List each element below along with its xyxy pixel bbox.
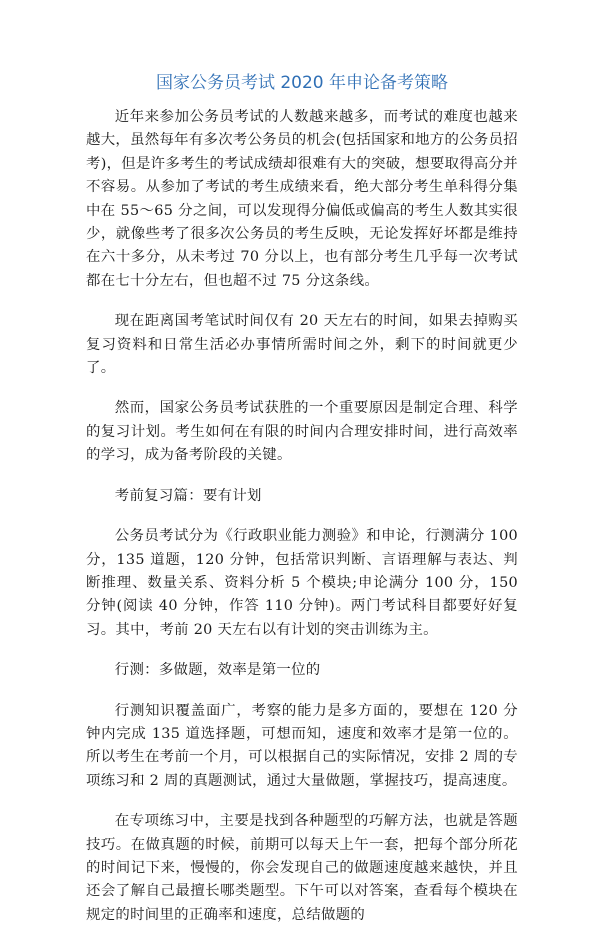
paragraph-exam-structure: 公务员考试分为《行政职业能力测验》和申论，行测满分 100 分，135 道题，120 分钟，包括常识判断、言语理解与表达、判断推理、数量关系、资料分析 5 个模块;申论满分 100 分，150 分钟(阅读 40 分钟，作答 110 分钟)。两门考试科目都要好好复习。其中，考前 20 天左右以有计划的突击训练为主。 — [86, 528, 518, 638]
paragraph-intro: 近年来参加公务员考试的人数越来越多，而考试的难度也越来越大，虽然每年有多次考公务员的机会(包括国家和地方的公务员招考)，但是许多考生的考试成绩却很难有大的突破，想要取得高分并不容易。从参加了考试的考生成绩来看，绝大部分考生单科得分集中在 55～65 分之间，可以发现得分偏低或偏高的考生人数其实很少，就像些考了很多次公务员的考生反映，无论发挥好坏都是维持在六十多分，从未考过 70 分以上，也有部分考生几乎每一次考试都在七十分左右，但也超不过 75 分这条线。 — [86, 109, 518, 289]
paragraph-special-practice: 在专项练习中，主要是找到各种题型的巧解方法，也就是答题技巧。在做真题的时候，前期可以每天上午一套，把每个部分所花的时间记下来，慢慢的，你会发现自己的做题速度越来越快，并且还会了解自己最擅长哪类题型。下午可以对答案，查看每个模块在规定的时间里的正确率和速度，总结做题的 — [86, 813, 518, 923]
paragraph-time-remaining: 现在距离国考笔试时间仅有 20 天左右的时间，如果去掉购买复习资料和日常生活必办事情所需时间之外，剩下的时间就更少了。 — [86, 313, 518, 377]
paragraph-xingce-speed: 行测知识覆盖面广，考察的能力是多方面的，要想在 120 分钟内完成 135 道选择题，可想而知，速度和效率才是第一位的。所以考生在考前一个月，可以根据自己的实际情况，安排 2 周的专项练习和 2 周的真题测试，通过大量做题，掌握技巧，提高速度。 — [86, 702, 518, 789]
paragraph-plan-importance: 然而，国家公务员考试获胜的一个重要原因是制定合理、科学的复习计划。考生如何在有限的时间内合理安排时间，进行高效率的学习，成为备考阶段的关键。 — [86, 400, 518, 464]
section-heading-xingce: 行测：多做题，效率是第一位的 — [114, 662, 321, 679]
document-title: 国家公务员考试 2020 年申论备考策略 — [155, 73, 449, 93]
section-heading-review-plan: 考前复习篇：要有计划 — [114, 487, 262, 504]
